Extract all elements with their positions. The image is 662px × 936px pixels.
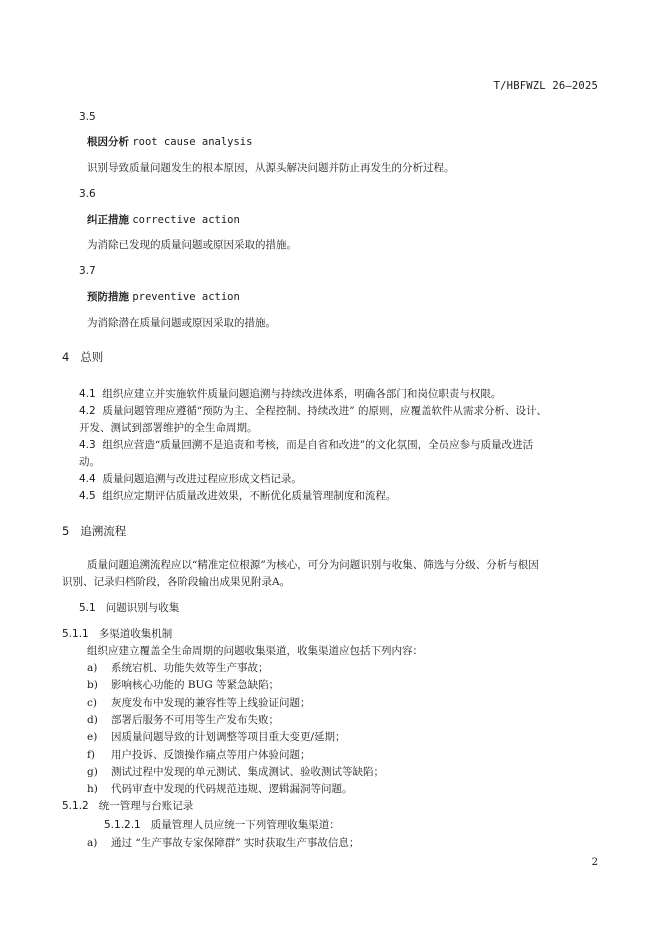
section-4-title: 总则 [80,350,104,364]
subsection-5-1-1-lead: 组织应建立覆盖全生命周期的问题收集渠道，收集渠道应包括下列内容： [87,645,423,657]
section-5-intro-line-1: 质量问题追溯流程应以“精准定位根源”为核心，可分为问题识别与收集、筛选与分级、分析与根因 [87,559,539,571]
list-item: f) 用户投诉、反馈操作痛点等用户体验问题； [87,749,311,761]
list-item: c) 灰度发布中发现的兼容性等上线验证问题； [87,697,311,709]
term-3-6-definition: 为消除已发现的质量问题或原因采取的措施。 [87,239,297,251]
section-4-heading [62,350,103,364]
document-header-id: T/HBFWZL 26—2025 [493,80,598,92]
clause-4-4: 4.4 质量问题追溯与改进过程应形成文档记录。 [79,473,302,485]
term-3-5-definition: 识别导致质量问题发生的根本原因，从源头解决问题并防止再发生的分析过程。 [87,162,455,174]
list-item: a) 系统宕机、功能失效等生产事故； [87,662,269,674]
term-3-7-heading [87,290,240,304]
term-3-7-zh: 预防措施 [87,291,129,303]
term-3-7-en: preventive action [132,291,240,303]
term-3-7-definition: 为消除潜在质量问题或原因采取的措施。 [87,317,276,329]
list-item: g) 测试过程中发现的单元测试、集成测试、验收测试等缺陷； [87,766,384,778]
list-item: b) 影响核心功能的 BUG 等紧急缺陷； [87,679,280,691]
list-item: a) 通过 “生产事故专家保障群” 实时获取生产事故信息； [87,837,360,849]
term-3-5-en: root cause analysis [132,136,253,148]
clause-4-1: 4.1 组织应建立并实施软件质量问题追溯与持续改进体系，明确各部门和岗位职责与权限。 [79,388,502,400]
list-item: e) 因质量问题导致的计划调整等项目重大变更/延期； [87,731,346,743]
clause-4-2-continuation: 开发、测试到部署维护的全生命周期。 [79,422,258,434]
subsection-5-1-2-1: 5.1.2.1 质量管理人员应统一下列管理收集渠道： [104,819,340,831]
clause-4-3-continuation: 动。 [79,456,100,468]
term-3-6-number: 3.6 [79,188,96,200]
term-3-6-en: corrective action [132,214,240,226]
section-5-intro-line-2: 识别、记录归档阶段，各阶段输出成果见附录A。 [62,576,291,588]
term-3-5-heading [87,135,252,149]
list-item: d) 部署后服务不可用等生产发布失败； [87,714,279,726]
term-3-7-number: 3.7 [79,265,96,277]
subsection-5-1-heading: 5.1 问题识别与收集 [79,602,180,614]
term-3-6-heading [87,213,240,227]
section-5-number: 5 [62,524,70,538]
section-4-number: 4 [62,350,70,364]
term-3-5-zh: 根因分析 [87,136,129,148]
subsection-5-1-2-heading: 5.1.2 统一管理与台账记录 [62,800,194,812]
section-5-heading [62,524,126,538]
subsection-5-1-1-heading: 5.1.1 多渠道收集机制 [62,628,173,640]
term-3-5-number: 3.5 [79,111,96,123]
list-item: h) 代码审查中发现的代码规范违规、逻辑漏洞等问题。 [87,783,353,795]
page-number: 2 [591,857,598,868]
clause-4-3: 4.3 组织应营造“质量回溯不是追责和考核，而是自省和改进”的文化氛围，全员应参与质量改进活 [79,439,534,451]
section-5-title: 追溯流程 [80,524,127,538]
clause-4-5: 4.5 组织应定期评估质量改进效果，不断优化质量管理制度和流程。 [79,490,397,502]
term-3-6-zh: 纠正措施 [87,214,129,226]
clause-4-2: 4.2 质量问题管理应遵循“预防为主、全程控制、持续改进” 的原则，应覆盖软件从需求分析、设计、 [79,405,547,417]
